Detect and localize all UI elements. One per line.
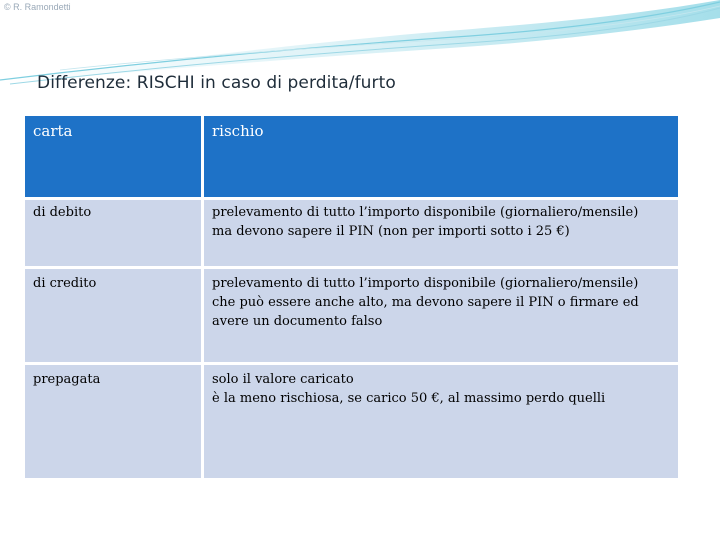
table-row xyxy=(25,365,678,481)
header-carta: carta xyxy=(25,116,204,200)
cell-carta: di debito xyxy=(25,200,204,269)
cell-rischio xyxy=(204,269,678,365)
copyright-text: © R. Ramondetti xyxy=(4,2,71,12)
table-row xyxy=(25,200,678,269)
cell-rischio xyxy=(204,365,678,481)
risk-table xyxy=(25,116,678,481)
rischio-line: che può essere anche alto, ma devono sapere il PIN o firmare ed xyxy=(212,295,639,310)
rischio-line: è la meno rischiosa, se carico 50 €, al massimo perdo quelli xyxy=(212,391,606,406)
header-rischio: rischio xyxy=(204,116,678,200)
rischio-line: ma devono sapere il PIN (non per importi sotto i 25 €) xyxy=(212,224,570,239)
table-row xyxy=(25,269,678,365)
rischio-line: avere un documento falso xyxy=(212,314,383,329)
rischio-line: prelevamento di tutto l’importo disponibile (giornaliero/mensile) xyxy=(212,205,639,220)
slide-title: Differenze: RISCHI in caso di perdita/furto xyxy=(37,73,396,93)
rischio-line: prelevamento di tutto l’importo disponibile (giornaliero/mensile) xyxy=(212,276,639,291)
table-header-row xyxy=(25,116,678,200)
cell-carta: prepagata xyxy=(25,365,204,481)
cell-carta: di credito xyxy=(25,269,204,365)
swoosh-fill xyxy=(0,0,720,84)
rischio-line: solo il valore caricato xyxy=(212,372,354,387)
cell-rischio xyxy=(204,200,678,269)
